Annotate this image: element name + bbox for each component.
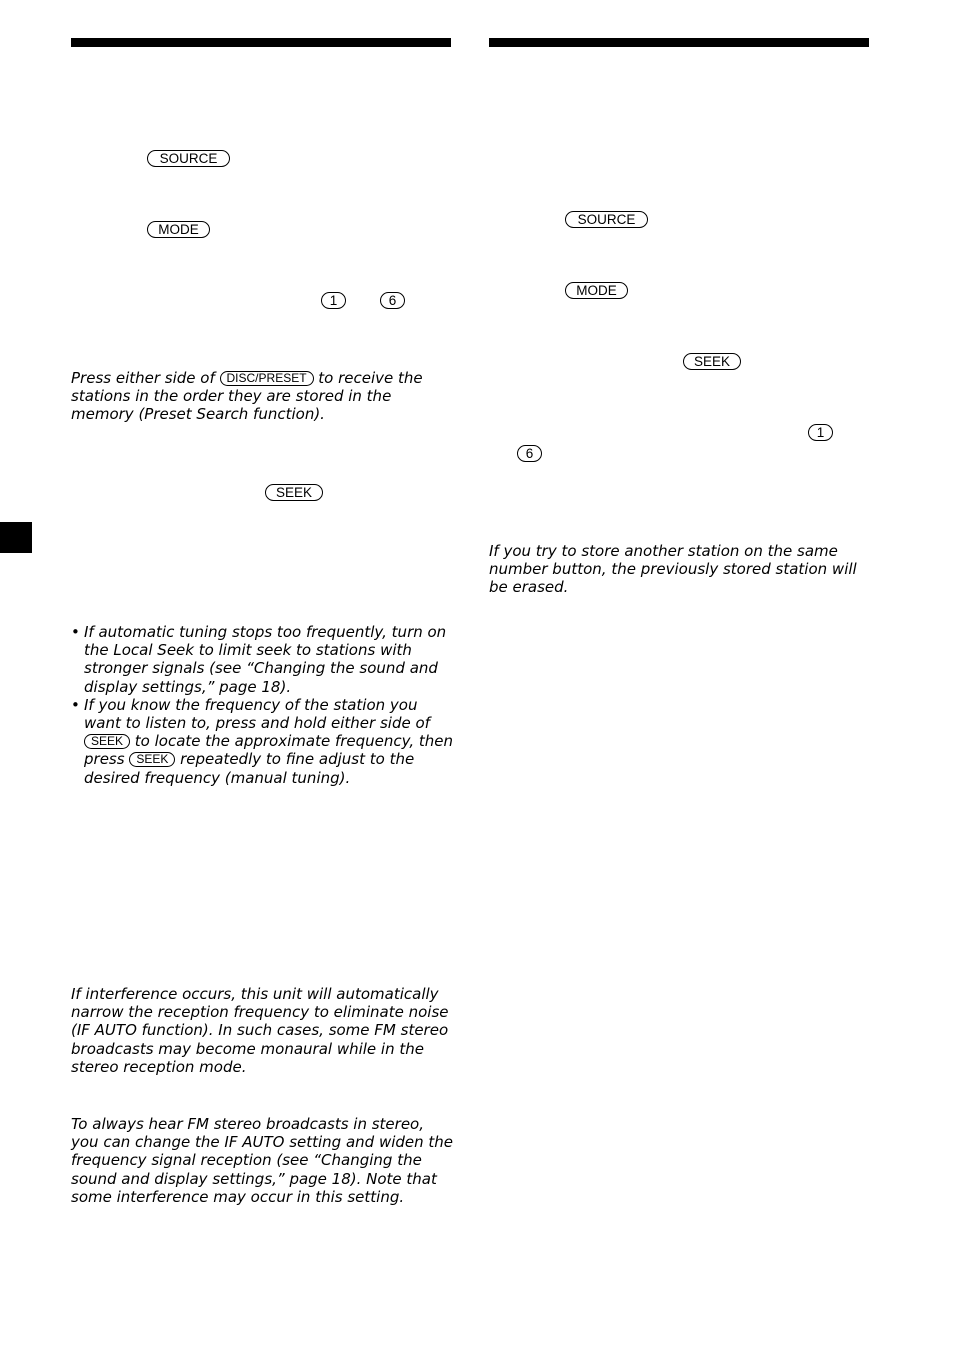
- preset-search-text: Press either side of DISC/PRESET to receive the stations in the order they are stored in the memory (Preset Search function).: [71, 369, 423, 424]
- tuning-notes: [71, 623, 456, 787]
- seek-button: SEEK: [683, 353, 741, 370]
- chapter-tab: [0, 522, 32, 553]
- seek-button-inline: SEEK: [84, 734, 130, 749]
- bullet: •: [71, 623, 80, 641]
- note-manual-tuning: • If you know the frequency of the station you want to listen to, press and hold either side of SEEK to locate the approximate frequency, then press SEEK repeatedly to fine adjust to the desired frequency (manual tuning).: [71, 695, 454, 787]
- bullet: •: [71, 695, 80, 714]
- seek-button: SEEK: [265, 484, 323, 501]
- number-6-button: 6: [517, 445, 542, 462]
- left-header-rule: [71, 38, 451, 47]
- note-local-seek: • If automatic tuning stops too frequently, turn on the Local Seek to limit seek to stations with stronger signals (see “Changing the sound and display settings,” page 18).: [71, 623, 447, 696]
- source-button: SOURCE: [147, 150, 230, 167]
- if-auto-description: If interference occurs, this unit will automatically narrow the reception frequency to eliminate noise (IF AUTO function). In such cases, some FM stereo broadcasts may become monaural while in the stereo reception mode.: [71, 985, 449, 1076]
- disc-preset-button: DISC/PRESET: [220, 371, 314, 386]
- if-auto-setting-note: To always hear FM stereo broadcasts in stereo, you can change the IF AUTO setting and widen the frequency signal reception (see “Changing the sound and display settings,” page 18). Note that some interference may occur in this setting.: [71, 1115, 454, 1206]
- number-6-button: 6: [380, 292, 405, 309]
- store-station-note: If you try to store another station on the same number button, the previously stored station will be erased.: [489, 542, 857, 597]
- mode-button: MODE: [565, 282, 628, 299]
- right-header-rule: [489, 38, 869, 47]
- number-1-button: 1: [808, 424, 833, 441]
- seek-button-inline: SEEK: [129, 752, 175, 767]
- source-button: SOURCE: [565, 211, 648, 228]
- mode-button: MODE: [147, 221, 210, 238]
- number-1-button: 1: [321, 292, 346, 309]
